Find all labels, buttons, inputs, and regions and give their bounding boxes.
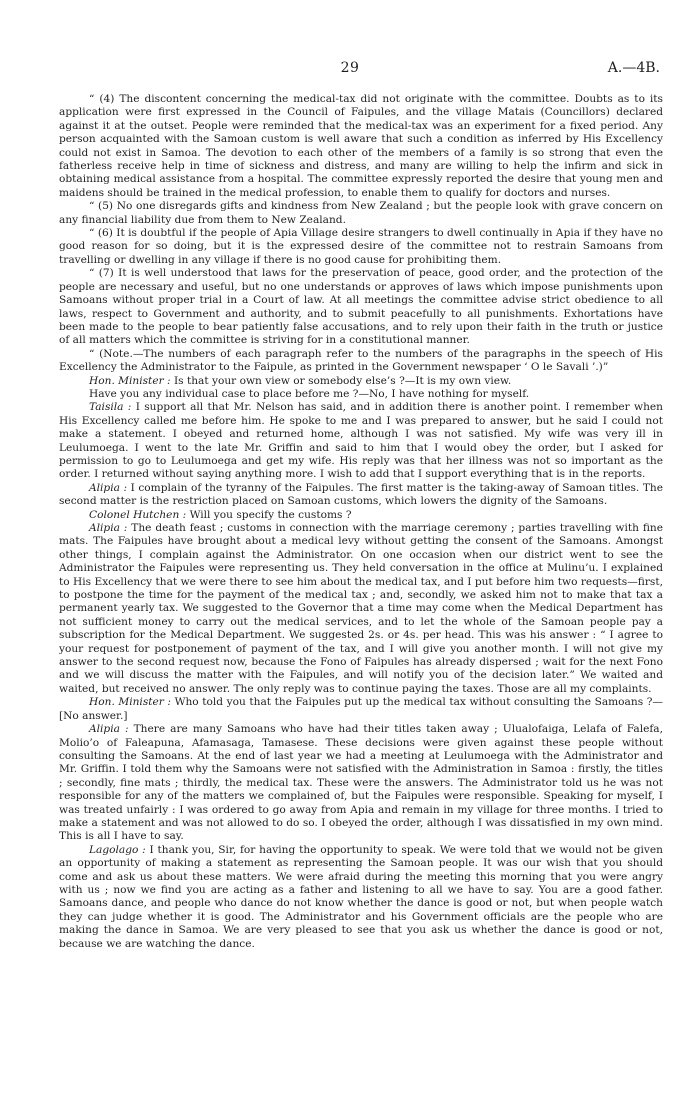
speaker-name: Hon. Minister :: [89, 374, 171, 387]
speaker-name: Alipia :: [89, 481, 128, 494]
speaker-name: Alipia :: [89, 522, 128, 534]
paragraph: [59, 375, 663, 388]
paragraph: [59, 348, 663, 375]
paragraph: [59, 696, 663, 723]
paragraph: [59, 227, 663, 267]
speaker-name: Lagolago :: [89, 843, 146, 856]
paragraph: [59, 388, 663, 401]
paragraph-text: Will you specify the customs ?: [189, 508, 352, 521]
paragraph: [59, 200, 663, 227]
speaker-name: Colonel Hutchen :: [89, 508, 187, 521]
document-reference: A.—4B.: [607, 60, 660, 76]
document-body: [59, 93, 663, 951]
paragraph-text: There are many Samoans who have had their titles taken away ; Ulualofaiga, Lelafa of Falefa, Molio’o of Faleapuna, Afamasaga, Tamasese. These decisions were given against these people without consulting the Samoans. At the end of last year we had a meeting at Leulumoega with the Administrator and Mr. Griffin. I told them why the Samoans were not satisfied with the Administration in Samoa : firstly, the titles ; secondly, fine mats ; thirdly, the medical tax. These were the answers. The Administrator told us he was not responsible for any of the matters we complained of, but the Faipules were responsible. Speaking for myself, I was treated unfairly : I was ordered to go away from Apia and remain in my village for three months. I tried to make a statement and was not allowed to do so. I obeyed the order, although I was dissatisfied in my own mind. This is all I have to say.: [59, 723, 663, 843]
paragraph: [59, 723, 663, 844]
paragraph: [59, 93, 663, 200]
paragraph: [59, 844, 663, 951]
paragraph-text: Who told you that the Faipules put up the medical tax without consulting the Samoans ?—[No answer.]: [59, 696, 663, 722]
paragraph-text: I thank you, Sir, for having the opportunity to speak. We were told that we would not be given an opportunity of making a statement as representing the Samoan people. It was our wish that you should come and ask us about these matters. We were afraid during the meeting this morning that you were angry with us ; now we find you are acting as a father and listening to all we have to say. You are a good father. Samoans dance, and people who dance do not know whether the dance is good or not, but when people watch they can judge whether it is good. The Administrator and his Government officials are the people who are making the dance in Samoa. We are very pleased to see that you ask us whether the dance is good or not, because we are watching the dance.: [59, 843, 664, 950]
paragraph-text: Have you any individual case to place before me ?—No, I have nothing for myself.: [89, 387, 530, 400]
paragraph: [59, 267, 663, 347]
paragraph-text: I complain of the tyranny of the Faipules. The first matter is the taking-away of Samoan titles. The second matter is the restriction placed on Samoan customs, which lowers the dignity of the Samoans.: [59, 481, 663, 508]
speaker-name: Hon. Minister :: [89, 696, 171, 709]
paragraph: [59, 482, 663, 509]
speaker-name: Taisila :: [89, 401, 132, 414]
paragraph-text: “ (7) It is well understood that laws for the preservation of peace, good order, and the protection of the people are necessary and useful, but no one understands or approves of laws which impose punishments upon Samoans without proper trial in a Court of law. At all meetings the committee advise strict obedience to all laws, respect to Government and authority, and to submit peacefully to all punishments. Exhortations have been made to the people to bear patiently false accusations, and to rely upon their faith in the truth or justice of all matters which the committee is striving for in a constitutional manner.: [59, 267, 663, 347]
speaker-name: Alipia :: [89, 723, 129, 736]
page-number: 29: [340, 60, 360, 76]
paragraph-text: “ (6) It is doubtful if the people of Apia Village desire strangers to dwell continually in Apia if they have no good reason for so doing, but it is the expressed desire of the committee not to restrain Samoans from travelling or dwelling in any village if there is no good cause for prohibiting them.: [59, 227, 663, 266]
paragraph-text: The death feast ; customs in connection with the marriage ceremony ; parties travelling with fine mats. The Faipules have brought about a medical levy without getting the consent of the Samoans. Amongst other things, I complain against the Administrator. On one occasion when our district went to see the Administrator the Faipules were representing us. They held conversation in the office at Mulinu’u. I explained to His Excellency that we were there to see him about the medical tax, and I put before him two requests—first, to postpone the time for the payment of the medical tax ; and, secondly, we asked him not to make that tax a permanent yearly tax. We suggested to the Governor that a time may come when the Medical Department has not sufficient money to carry out the medical services, and to let the whole of the Samoan people pay a subscription for the Medical Department. We suggested 2s. or 4s. per head. This was his answer : “ I agree to your request for postponement of payment of the tax, and I will give you another month. I will not give my answer to the second request now, because the Fono of Faipules has already dispersed ; wait for the next Fono and we will discuss the matter with the Faipules, and will notify you of the decision later.” We waited and waited, but received no answer. The only reply was to continue paying the taxes. Those are all my complaints.: [59, 522, 663, 695]
paragraph-text: I support all that Mr. Nelson has said, and in addition there is another point. I remember when His Excellency called me before him. He spoke to me and I was prepared to answer, but he said I could not make a statement. I obeyed and returned home, although I was not satisfied. My wife was very ill in Leulumoega. I went to the late Mr. Griffin and said to him that I would obey the order, but I asked for permission to go to Leulumoega and get my wife. His reply was that her illness was not so important as the order. I returned without saying anything more. I wish to add that I support everything that is in the reports.: [59, 401, 663, 481]
paragraph-text: Is that your own view or somebody else’s ?—It is my own view.: [173, 374, 512, 387]
paragraph-text: “ (4) The discontent concerning the medical-tax did not originate with the committee. Doubts as to its application were first expressed in the Council of Faipules, and the village Matais (Councillors) declared against it at the outset. People were reminded that the medical-tax was an experiment for a fixed period. Any person acquainted with the Samoan custom is well aware that such a condition as inferred by His Excellency could not exist in Samoa. The devotion to each other of the members of a family is so strong that even the fatherless receive help in time of sickness and distress, and many are willing to help the infirm and sick in obtaining medical assistance from a hospital. The committee expressly reported the desire that young men and maidens should be trained in the medical profession, to enable them to qualify for doctors and nurses.: [59, 93, 663, 199]
paragraph: [59, 509, 663, 522]
paragraph: [59, 522, 663, 696]
paragraph-text: “ (5) No one disregards gifts and kindness from New Zealand ; but the people look with grave concern on any financial liability due from them to New Zealand.: [59, 200, 663, 226]
paragraph: [59, 401, 663, 481]
paragraph-text: “ (Note.—The numbers of each paragraph refer to the numbers of the paragraphs in the speech of His Excellency the Administrator to the Faipule, as printed in the Government newspaper ‘ O le Savali ’.)”: [59, 347, 663, 374]
